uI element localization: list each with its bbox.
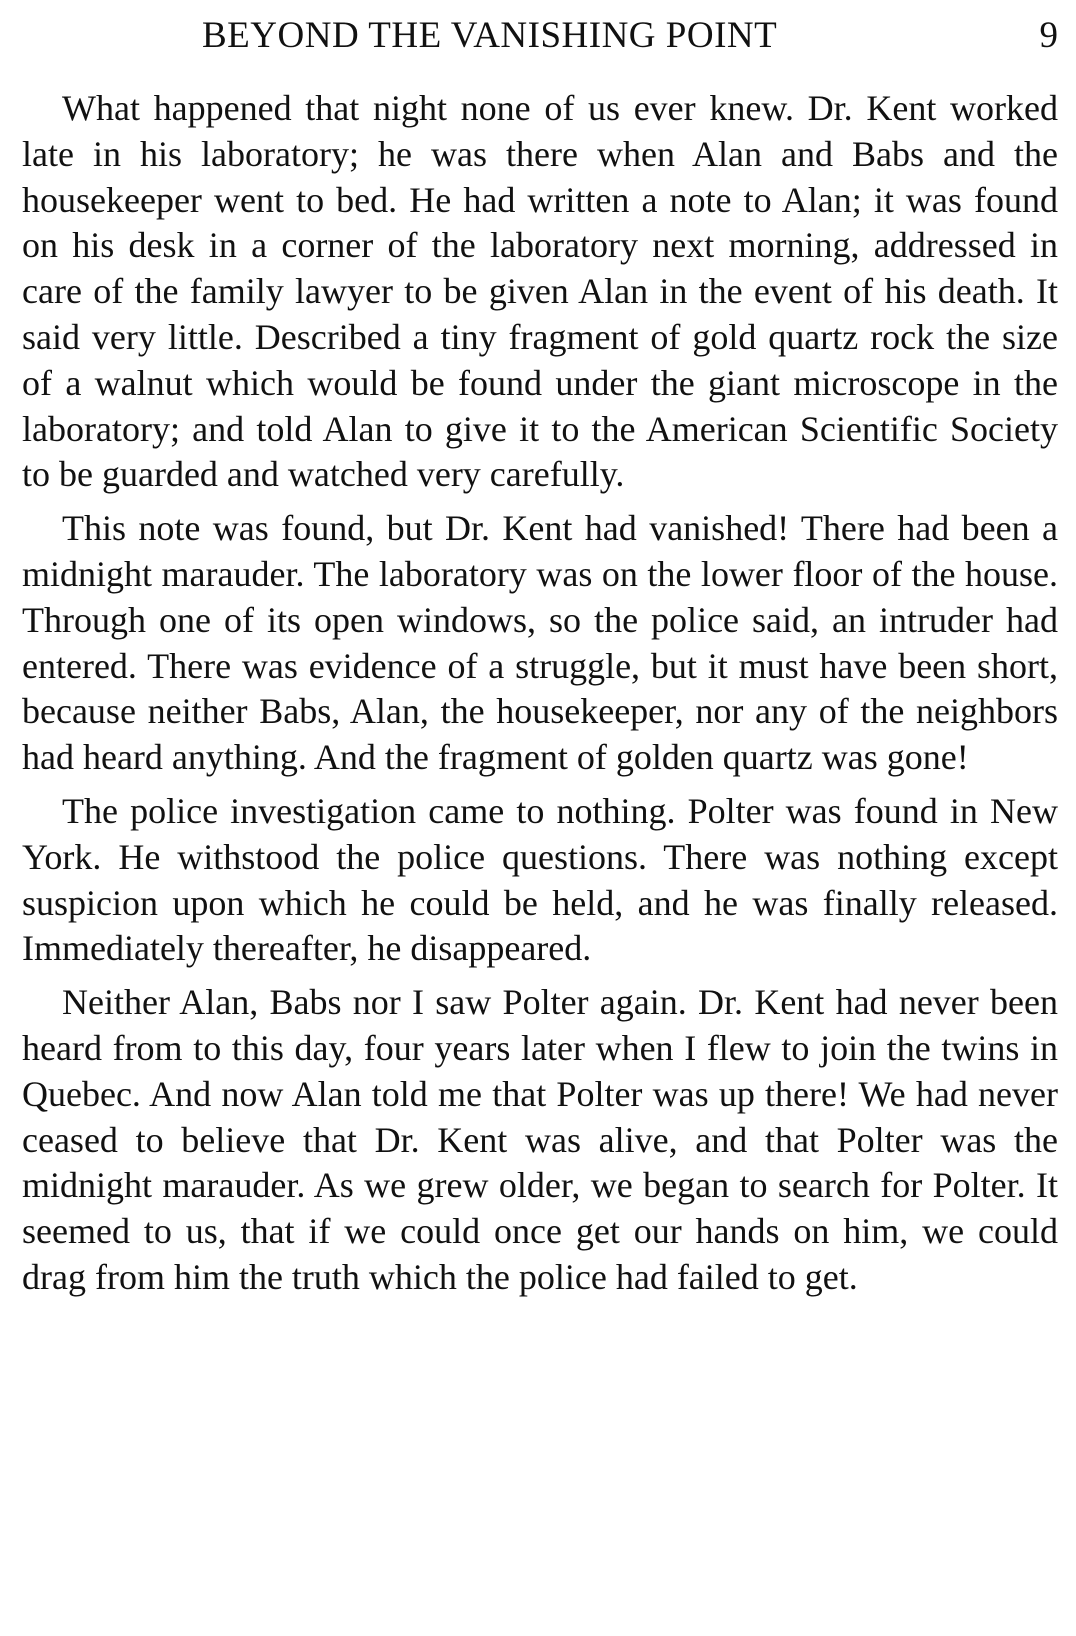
running-head [22, 12, 1058, 72]
book-page [22, 0, 1058, 1636]
page-number: 9 [1039, 15, 1058, 56]
paragraph-3: The police investigation came to nothing. Polter was found in New York. He withstood the police questions. There was nothing except suspicion upon which he could be held, and he was finally released. Immediately thereafter, he disappeared. [22, 790, 1058, 969]
paragraph-1: What happened that night none of us ever knew. Dr. Kent worked late in his laboratory; he was there when Alan and Babs and the housekeeper went to bed. He had written a note to Alan; it was found on his desk in a corner of the laboratory next morning, addressed in care of the family lawyer to be given Alan in the event of his death. It said very little. Described a tiny fragment of gold quartz rock the size of a walnut which would be found under the giant microscope in the laboratory; and told Alan to give it to the American Scientific Society to be guarded and watched very carefully. [22, 88, 1058, 495]
paragraph-2: This note was found, but Dr. Kent had vanished! There had been a midnight marauder. The laboratory was on the lower floor of the house. Through one of its open windows, so the police said, an intruder had entered. There was evidence of a struggle, but it must have been short, because neither Babs, Alan, the housekeeper, nor any of the neighbors had heard anything. And the fragment of golden quartz was gone! [22, 508, 1058, 778]
running-title: BEYOND THE VANISHING POINT [202, 15, 778, 56]
paragraph-4: Neither Alan, Babs nor I saw Polter again. Dr. Kent had never been heard from to this day, four years later when I flew to join the twins in Quebec. And now Alan told me that Polter was up there! We had never ceased to believe that Dr. Kent was alive, and that Polter was the midnight marauder. As we grew older, we began to search for Polter. It seemed to us, that if we could once get our hands on him, we could drag from him the truth which the police had failed to get. [22, 982, 1058, 1297]
body-text [22, 86, 1058, 1301]
